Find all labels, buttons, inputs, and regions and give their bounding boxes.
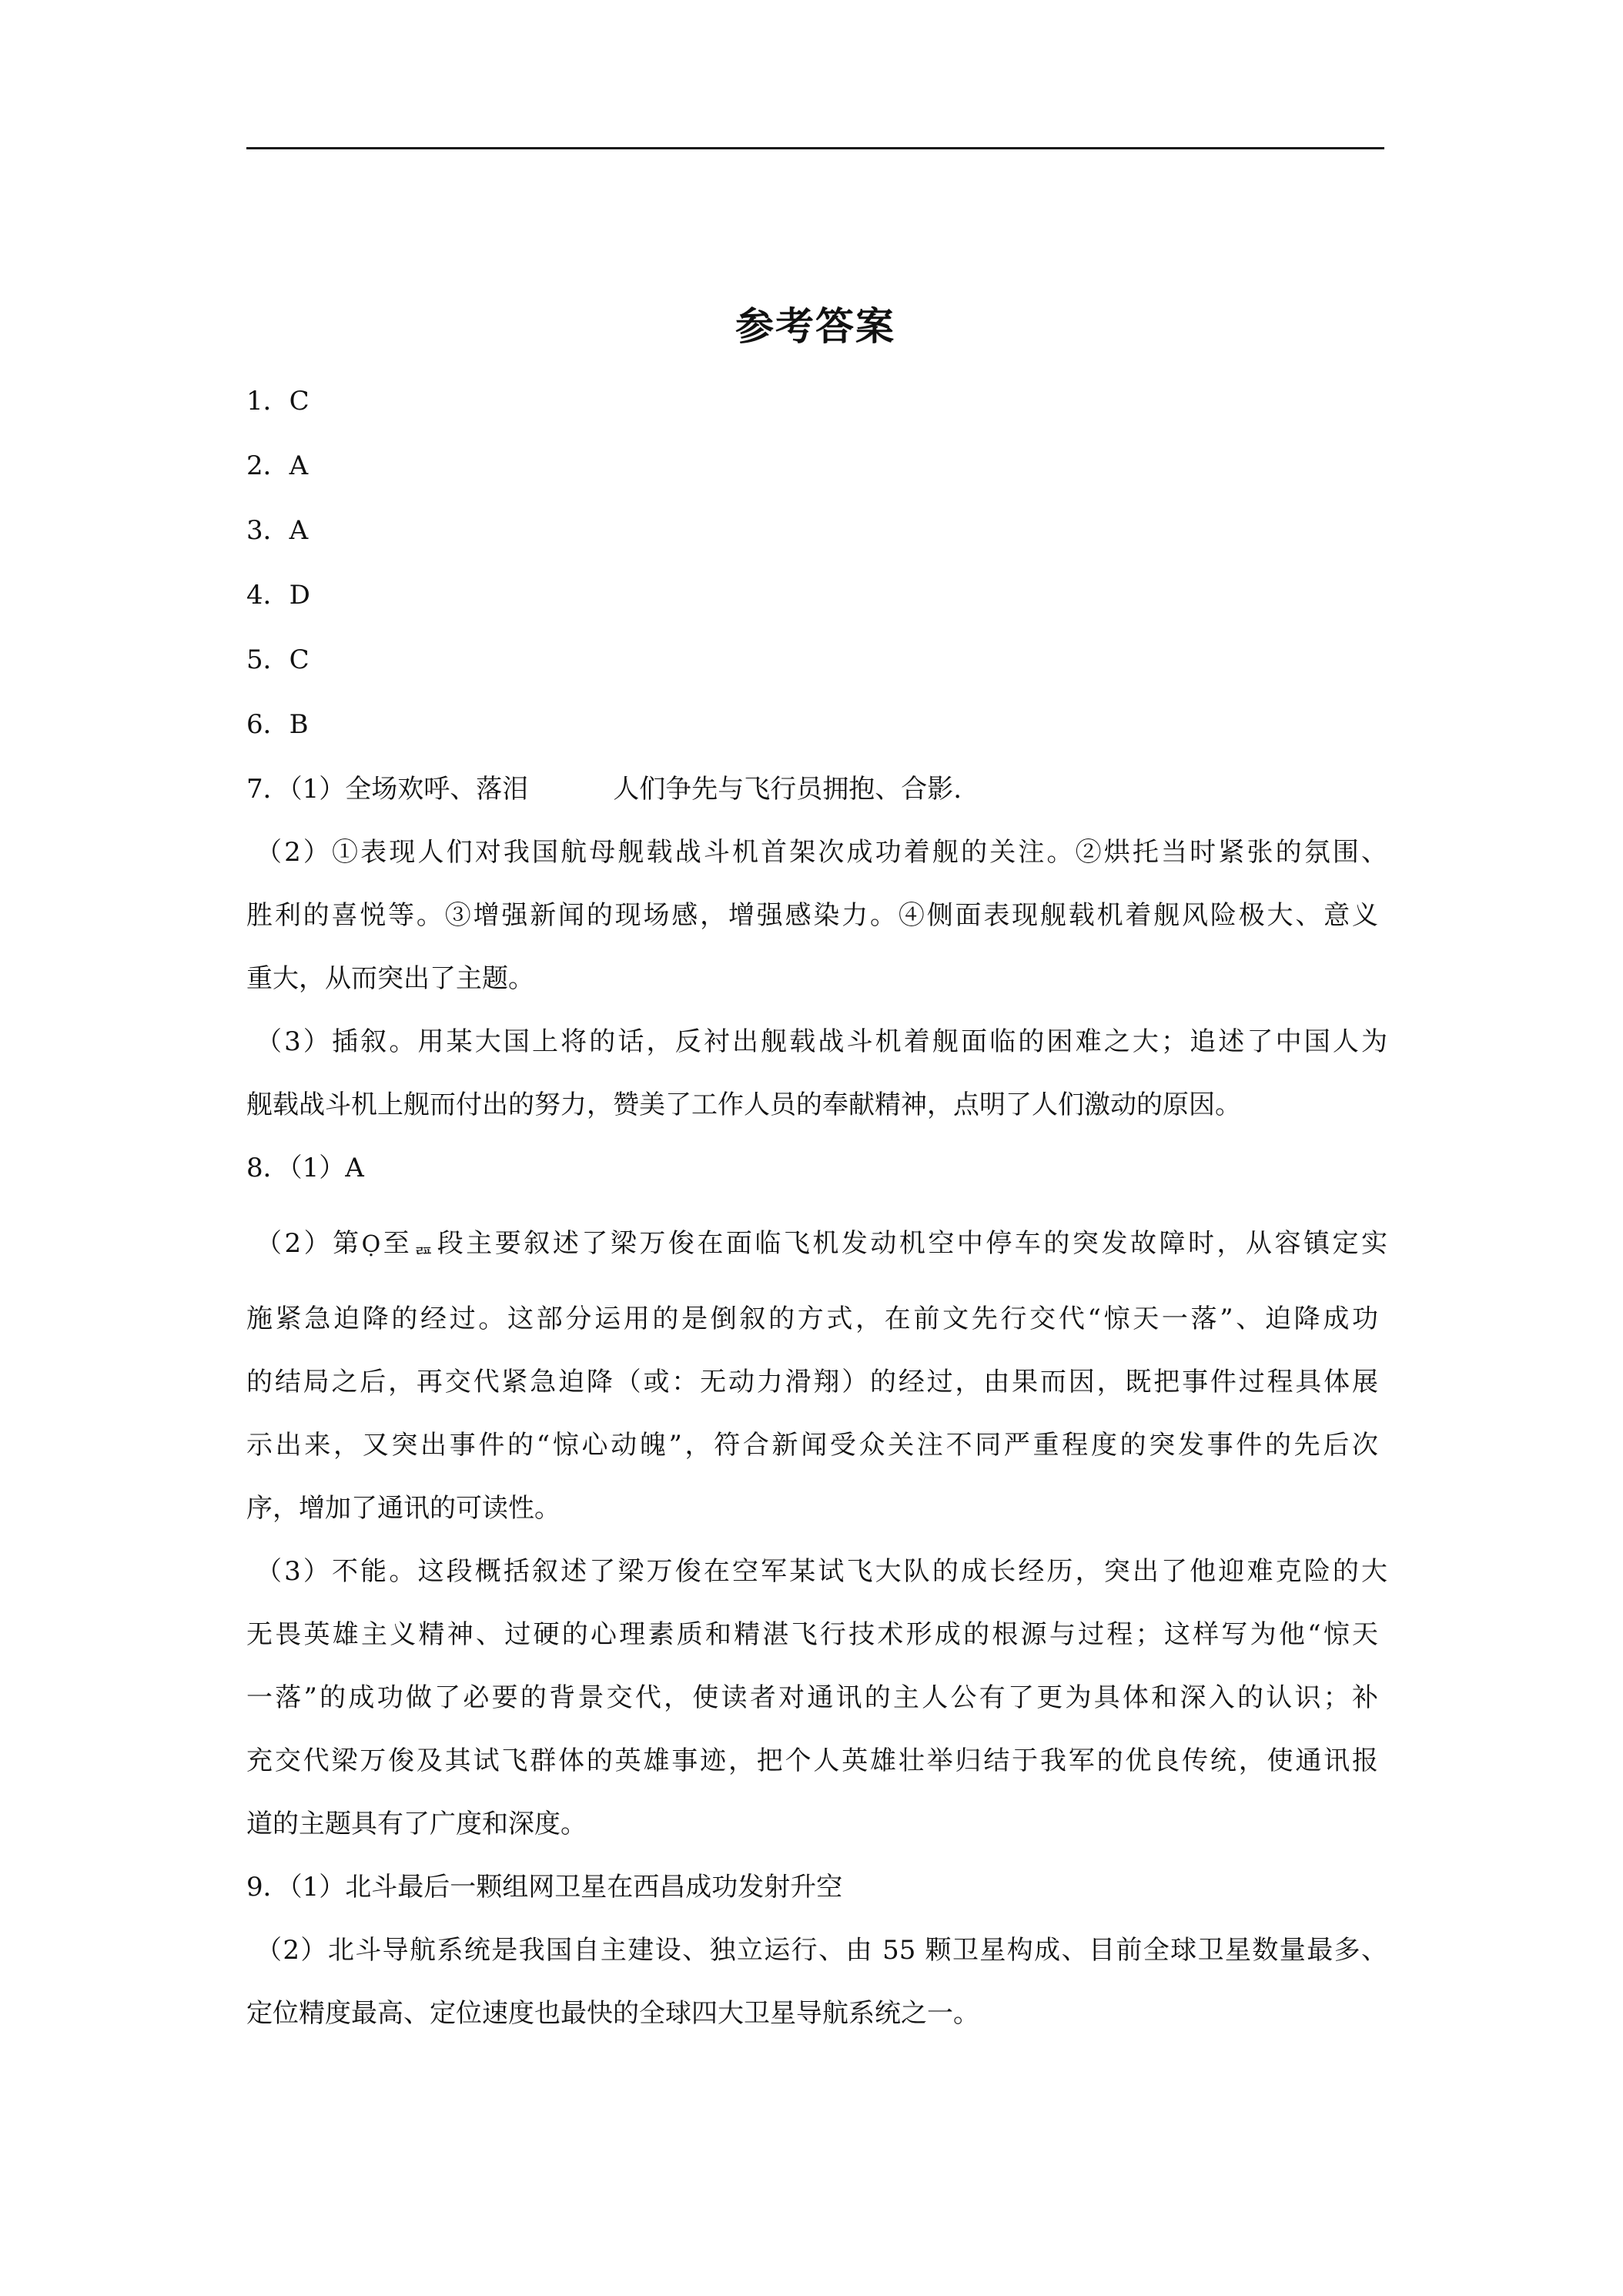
q8-line-1: 8．（1）A [246,1153,364,1183]
q8-p3-line: （3）不能。这段概括叙述了梁万俊在空军某试飞大队的成长经历，突出了他迎难克险的大 [256,1556,1387,1587]
answer-line-1 [246,382,310,420]
q7-p2-line: 重大，从而突出了主题。 [246,963,534,994]
q8-p2-line: 的结局之后，再交代紧急迫降（或：无动力滑翔）的经过，由果而因，既把事件过程具体展 [246,1367,1378,1397]
answer-choice: A [289,515,309,546]
q8-p2-line: 示出来，又突出事件的“惊心动魄”，符合新闻受众关注不同严重程度的突发事件的先后次 [246,1430,1378,1461]
answer-choice: C [289,386,310,417]
q8-p2-prefix: （2）第 [256,1228,362,1259]
answer-number: 2． [246,450,289,481]
paragraph-marker-b: ᆵ [412,1231,435,1258]
q8-p2-line: 序，增加了通讯的可读性。 [246,1493,561,1524]
answer-choice: A [289,450,309,481]
q8-p3-line: 充交代梁万俊及其试飞群体的英雄事迹，把个人英雄壮举归结于我军的优良传统，使通讯报 [246,1745,1378,1776]
q8-p2-line: 施紧急迫降的经过。这部分运用的是倒叙的方式，在前文先行交代“惊天一落”、迫降成功 [246,1304,1378,1334]
answer-choice: B [289,709,309,740]
answer-choice: C [289,644,310,675]
q9-line-1: 9．（1）北斗最后一颗组网卫星在西昌成功发射升空 [246,1872,843,1903]
q8-p2-middle: 至 [380,1228,413,1259]
q9-p2-line: 定位精度最高、定位速度也最快的全球四大卫星导航系统之一。 [246,1998,979,2029]
answer-number: 5． [246,644,289,675]
q9-p2-line: （2）北斗导航系统是我国自主建设、独立运行、由 55 颗卫星构成、目前全球卫星数量最多、 [256,1935,1387,1966]
q7-part1-a: 7．（1）全场欢呼、落泪 [246,774,529,805]
answer-line-2 [246,447,308,485]
answer-line-3 [246,511,308,550]
q7-p2-line: 胜利的喜悦等。③增强新闻的现场感，增强感染力。④侧面表现舰载机着舰风险极大、意义 [246,900,1378,931]
q7-part1-b: 人们争先与飞行员拥抱、合影. [613,774,962,805]
q7-p2-line: （2）①表现人们对我国航母舰载战斗机首架次成功着舰的关注。②烘托当时紧张的氛围、 [256,837,1387,868]
answer-line-6 [246,705,309,744]
page-title: 参考答案 [735,303,895,349]
answer-number: 6． [246,709,289,740]
header-rule [246,147,1384,149]
q8-p3-line: 一落”的成功做了必要的背景交代，使读者对通讯的主人公有了更为具体和深入的认识；补 [246,1682,1378,1713]
q8-p3-line: 无畏英雄主义精神、过硬的心理素质和精湛飞行技术形成的根源与过程；这样写为他“惊天 [246,1619,1378,1650]
q7-line-1 [246,770,962,808]
answer-line-4 [246,576,310,614]
q7-p3-line: （3）插叙。用某大国上将的话，反衬出舰载战斗机着舰面临的困难之大；追述了中国人为 [256,1026,1387,1057]
q8-p2-first-line [256,1224,1387,1264]
paragraph-marker-a: Ọ [361,1231,381,1258]
q8-p3-line: 道的主题具有了广度和深度。 [246,1809,587,1839]
answer-number: 1． [246,386,289,417]
answer-line-5 [246,641,310,679]
q8-p2-suffix: 段主要叙述了梁万俊在面临飞机发动机空中停车的突发故障时，从容镇定实 [434,1228,1388,1259]
answer-number: 4． [246,580,289,611]
q7-p3-line: 舰载战斗机上舰而付出的努力，赞美了工作人员的奉献精神，点明了人们激动的原因。 [246,1089,1241,1120]
answer-number: 3． [246,515,289,546]
answer-choice: D [289,580,310,611]
